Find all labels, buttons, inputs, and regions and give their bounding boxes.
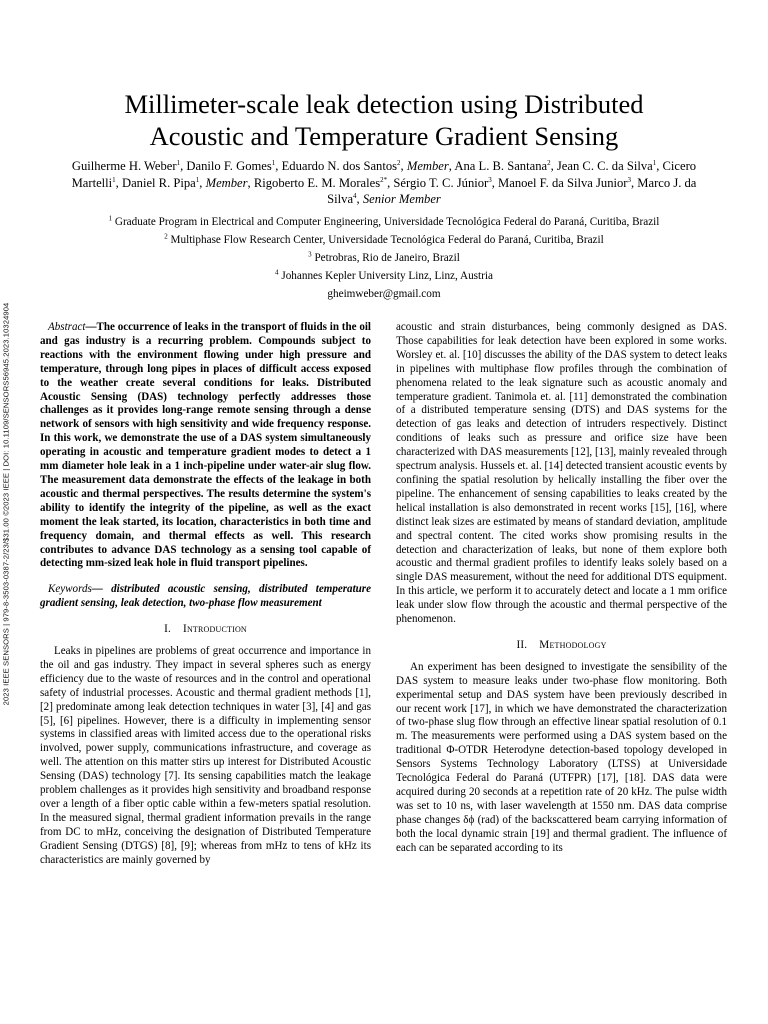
abstract-text: —The occurrence of leaks in the transport of fluids in the oil and gas industry is a recurring problem. Compounds subject to reactions with the environment flowing under high pressure and temperature, through long pipes in places of difficult access exposed to the weather create several conditions for leaks. Distributed Acoustic Sensing (DAS) technology perfectly addresses those challenges as it provides long-range remote sensing through a dense network of sensors with high sensitivity and wide frequency response. In this work, we demonstrate the use of a DAS system simultaneously operating in acoustic and temperature gradient modes to detect a 1 mm diameter hole leak in a 1 inch-pipeline under water-air slug flow. The measurement data demonstrate the effects of the leakage in both acoustic and thermal perspectives. The results determine the system's ability to identify the integrity of the pipeline, as well as the exact moment the leak started, its location, characteristics in both time and frequency domain, and thermal effects as well. This research contributes to advance DAS technology as a sensing tool capable of detecting mm-sized leak hole in fluid transport pipelines. (40, 321, 371, 570)
affiliation-3-num: 3 (308, 250, 312, 259)
affiliation-2-text: Multiphase Flow Research Center, Universidade Tecnológica Federal do Paraná, Curitiba, Brazil (170, 234, 604, 246)
section-1-number: I. (164, 623, 172, 636)
keywords-label: Keywords (48, 583, 92, 596)
abstract (40, 321, 371, 571)
section-2-number: II. (516, 638, 528, 651)
keywords (40, 583, 371, 611)
title-line-1: Millimeter-scale leak detection using Distributed (124, 89, 644, 119)
right-column (396, 321, 727, 856)
title-line-2: Acoustic and Temperature Gradient Sensing (149, 121, 619, 151)
affiliation-1 (0, 215, 768, 229)
introduction-continued-paragraph: acoustic and strain disturbances, being commonly designed as DAS. Those capabilities for leak detection have been explored in some works. Worsley et. al. [10] discusses the ability of the DAS system to detect leaks in pipelines with multiphase flow profiles through the combination of phenomena related to the leak signature such as acoustic anomaly and temperature gradient. Tanimola et. al. [11] demonstrated the combination of a distributed temperature sensing (DTS) and DAS systems for the detection of gas leaks and detection of intruders respectively. Distinct conditions of leaks such as pressure and orifice size have been characterized with DAS measurements [12], [13], mainly revealed through spectrum analysis. Hussels et. al. [14] detected transient acoustic events by confining the spatial resolution by helically installing the fiber over the pipeline. The enhancement of sensing capabilities to leaks created by the helical installation is also demonstrated in recent works [15], [16], where distinct leak sizes are estimated by means of standard deviation, amplitude and spectral content. The cited works show promising results in the detection and characterization of leaks, but none of them explore both acoustic and thermal gradient profiles to identify leaks solely based on a single DAS measurement, without the need for additional DTS equipment. In this article, we perform it to accurately detect and locate a 1 mm orifice leak under slow flow through the acoustic and thermal perspective of the phenomenon. (396, 321, 728, 626)
section-heading-introduction (40, 623, 371, 637)
abstract-label: Abstract (48, 321, 86, 333)
methodology-paragraph: An experiment has been designed to investigate the sensibility of the DAS system to measure leaks under two-phase flow monitoring. Both experimental setup and DAS system have been previously described in our recent work [17], in which we have demonstrated the characterization of two-phase slug flow through an effective linear spatial resolution of 0.1 m. The measurements were performed using a DAS system based on the traditional Φ-OTDR Heterodyne detection-based topology developed in Sensors Systems Technology Laboratory (LTSS) at Universidade Tecnológica Federal do Paraná (UTFPR) [17], [18]. DAS data were acquired during 20 seconds at a repetition rate of 20 kHz. The pulse width was set to 10 ns, with laser wavelength at 1550 nm. DAS data comprise phase changes δϕ (rad) of the backscattered beam carrying information of both the local dynamic strain [19] and thermal gradient. The influence of each can be separated according to its (396, 660, 727, 854)
affiliation-3-text: Petrobras, Rio de Janeiro, Brazil (314, 252, 460, 264)
affiliation-4-text: Johannes Kepler University Linz, Linz, Austria (281, 270, 493, 282)
affiliation-1-text: Graduate Program in Electrical and Computer Engineering, Universidade Tecnológica Federal do Paraná, Curitiba, Brazil (114, 216, 660, 228)
author-list: Guilherme H. Weber$^1$, Danilo F. Gomes$^1$, Eduardo N. dos Santos$^2$, Member, Ana L. B. Santana$^2$, Jean C. C. da Silva$^1$, Cicero Martelli$^1$, Daniel R. Pipa$^1$, Member, Rigoberto E. M. Morales$^{2*}$, Sérgio T. C. Júnior$^3$, Manoel F. da Silva Junior$^3$, Marco J. da Silva$^4$, Senior Member (71, 158, 697, 206)
affiliation-3 (0, 251, 768, 265)
section-1-title: Introduction (183, 623, 247, 636)
paper-title (40, 88, 728, 152)
affiliation-4-num: 4 (275, 268, 279, 277)
introduction-paragraph: Leaks in pipelines are problems of great occurrence and importance in the oil and gas industry. They impact in several spheres such as energy efficiency due to the waste of resources and in the control and operational safety of industrial processes. Acoustic and thermal gradient methods [1], [2] predominate among leak detection techniques in water [3], [4] and gas [5], [6] pipelines. However, there is a difficulty in implementing sensor systems in classified areas with limited access due to the operational risks involved, power supply, communications infrastructure, and coverage as well. The attention on this matter stirs up interest for Distributed Acoustic Sensing (DAS) technology [7]. Its sensing capabilities match the leakage problem challenges as it provides high sensitivity and broadband response over a length of a fiber optic cable within a few-meters spatial resolution. In the measured signal, thermal gradient information prevails in the range from DC to mHz, conceiving the designation of Distributed Temperature Gradient Sensing (DTGS) [8], [9]; whereas from mHz to tens of kHz its characteristics are mainly governed by (40, 645, 371, 866)
section-2-title: Methodology (539, 638, 607, 651)
affiliation-2 (0, 233, 768, 247)
left-column (40, 321, 371, 868)
author-email: gheimweber@gmail.com (327, 288, 441, 300)
section-heading-methodology (396, 639, 727, 653)
keywords-text: — distributed acoustic sensing, distributed temperature gradient sensing, leak detection, two-phase flow measurement (40, 583, 371, 610)
affiliation-2-num: 2 (164, 232, 168, 241)
doi-sidebar-text: 2023 IEEE SENSORS | 979-8-3503-0387-2/23/$31.00 ©2023 IEEE | DOI: 10.1109/SENSORS56945.2023.10324904 (1, 302, 11, 706)
affiliation-4 (0, 269, 768, 283)
affiliation-1-num: 1 (108, 214, 113, 223)
